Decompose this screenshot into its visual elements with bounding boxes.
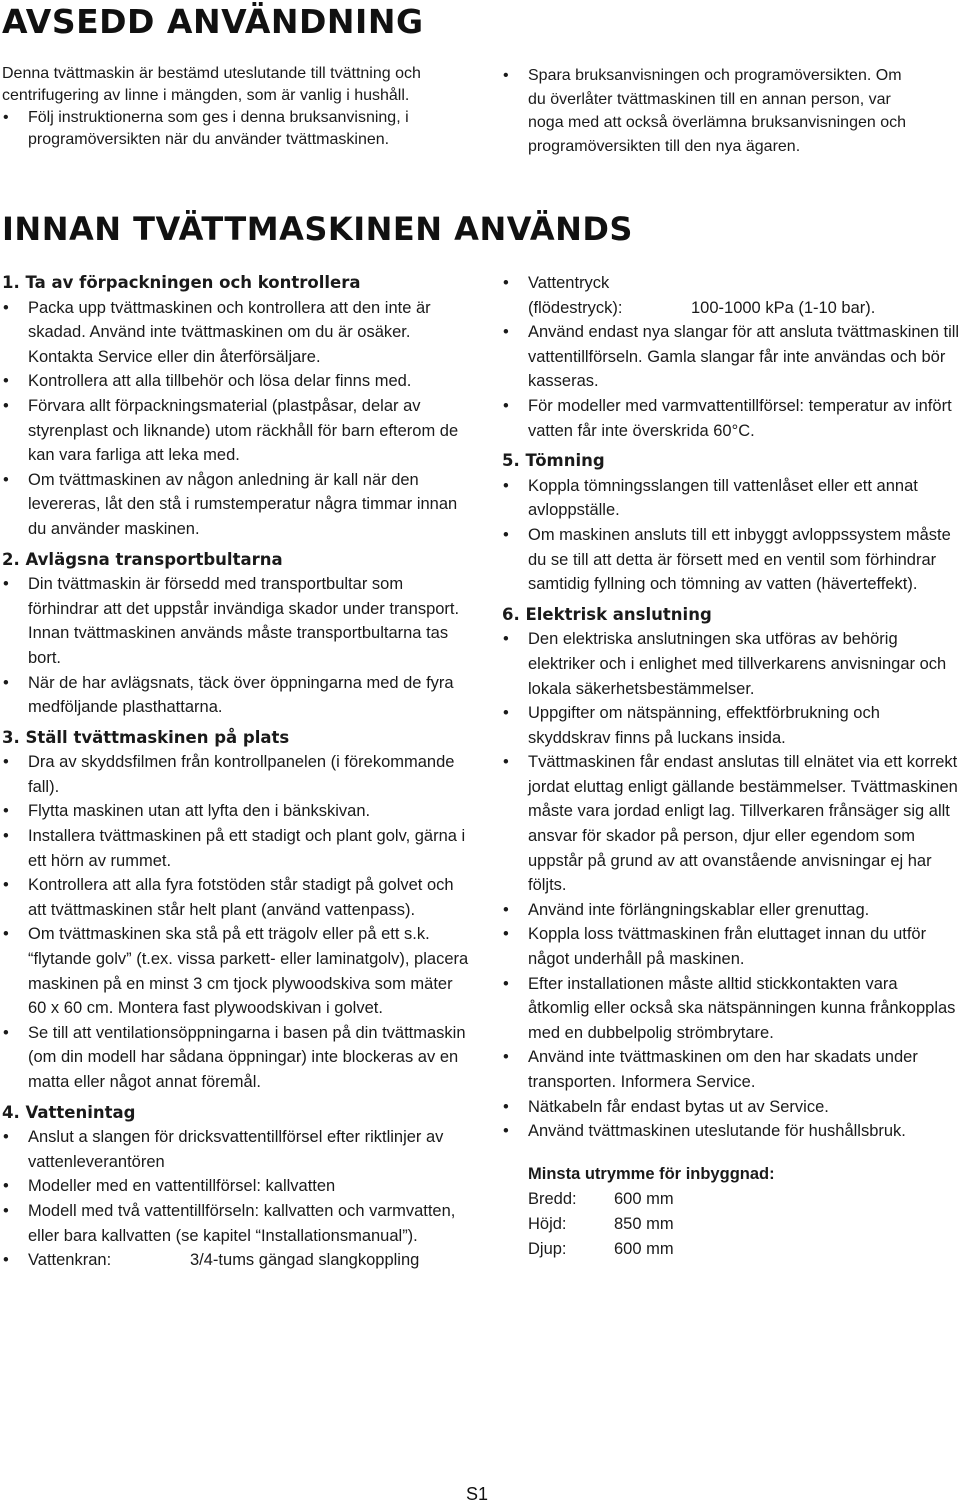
section-3 <box>2 726 472 1095</box>
list-item: • Om tvättmaskinen av någon anledning är kall när den levereras, låt den stå i rumstemperatur några timmar innan du använder maskinen. <box>2 468 472 542</box>
list-item: • Kontrollera att alla fyra fotstöden står stadigt på golvet och att tvättmaskinen står helt plant (använd vattenpass). <box>2 873 472 922</box>
list-item: • Den elektriska anslutningen ska utföras av behörig elektriker och i enlighet med tillverkarens anvisningar och lokala säkerhetsbestämmelser. <box>502 627 960 701</box>
section-list <box>2 572 472 720</box>
section-list <box>2 296 472 542</box>
list-item: • Modell med två vattentillförseln: kallvatten och varmvatten, eller bara kallvatten (se kapitel “Installationsmanual”). <box>2 1199 472 1248</box>
list-item: • Använd inte förlängningskablar eller grenuttag. <box>502 898 960 923</box>
list-item: • Nätkabeln får endast bytas ut av Service. <box>502 1095 960 1120</box>
list-item: • Modeller med en vattentillförsel: kallvatten <box>2 1174 472 1199</box>
section-title: 5. Tömning <box>502 451 605 471</box>
list-item: • Packa upp tvättmaskinen och kontrollera att den inte är skadad. Använd inte tvättmaskinen om du är osäker. Kontakta Service eller din återförsäljare. <box>2 296 472 370</box>
dimension-row <box>528 1212 960 1237</box>
pressure-label: • Vattentryck <box>528 274 610 292</box>
tap-value: 3/4-tums gängad slangkoppling <box>190 1251 420 1270</box>
tap-label: Vattenkran: <box>28 1251 112 1270</box>
list-item: • Om maskinen ansluts till ett inbyggt avloppssystem måste du se till att detta är försett med en ventil som förhindrar samtidig fyllning och tömning av vatten (häverteffekt). <box>502 523 960 597</box>
section-list <box>2 1125 472 1273</box>
top-right-list <box>502 64 922 158</box>
section-2 <box>2 548 472 720</box>
list-item: • Efter installationen måste alltid stickkontakten vara åtkomlig eller också ska nätspänningen kunna frånkopplas med en dubbelpolig strömbrytare. <box>502 972 960 1046</box>
dimension-label: Bredd: <box>528 1189 577 1208</box>
left-column <box>2 271 472 1279</box>
section-title: 1. Ta av förpackningen och kontrollera <box>2 273 361 292</box>
list-item <box>2 1248 472 1273</box>
section-title: 2. Avlägsna transportbultarna <box>2 549 283 569</box>
section-list <box>502 627 960 1143</box>
list-item: • Spara bruksanvisningen och programöversikten. Om du överlåter tvättmaskinen till en annan person, var noga med att också överlämna bruksanvisningen och programöversikten till den nya ägaren. <box>502 64 922 158</box>
dimension-row <box>528 1237 960 1262</box>
list-item: • Flytta maskinen utan att lyfta den i bänkskivan. <box>2 799 472 824</box>
list-item: • Använd endast nya slangar för att ansluta tvättmaskinen till vattentillförseln. Gamla slangar får inte användas och bör kasseras. <box>502 320 960 394</box>
dimensions-title: Minsta utrymme för inbyggnad: <box>528 1164 775 1183</box>
dimension-label: Djup: <box>528 1239 567 1258</box>
right-column <box>502 271 960 1262</box>
list-item: • Förvara allt förpackningsmaterial (plastpåsar, delar av styrenplast och liknande) utom räckhåll för barn efterom de kan vara farliga att leka med. <box>2 394 472 468</box>
dimension-value: 600 mm <box>614 1239 674 1258</box>
section-heading: INNAN TVÄTTMASKINEN ANVÄNDS <box>2 210 633 248</box>
section-list <box>502 474 960 597</box>
list-item: • Uppgifter om nätspänning, effektförbrukning och skyddskrav finns på luckans insida. <box>502 701 960 750</box>
list-item: • För modeller med varmvattentillförsel: temperatur av infört vatten får inte överskrida 60°C. <box>502 394 960 443</box>
list-item: • Installera tvättmaskinen på ett stadigt och plant golv, gärna i ett hörn av rummet. <box>2 824 472 873</box>
dimension-row <box>528 1187 960 1212</box>
list-item: • Din tvättmaskin är försedd med transportbultar som förhindrar att det uppstår invändiga skador under transport. Innan tvättmaskinen används måste transportbultarna tas bort. <box>2 572 472 670</box>
dimension-value: 600 mm <box>614 1189 674 1208</box>
section-title: 4. Vattenintag <box>2 1102 136 1122</box>
pressure-sub: (flödestryck): <box>528 298 623 317</box>
section-6 <box>502 603 960 1144</box>
list-item: • Se till att ventilationsöppningarna i basen på din tvättmaskin (om din modell har sådana öppningar) inte blockeras av en matta eller något annat föremål. <box>2 1021 472 1095</box>
pressure-value: 100-1000 kPa (1-10 bar). <box>691 298 876 317</box>
section-list <box>2 750 472 1094</box>
list-item: • Koppla tömningsslangen till vattenlåset eller ett annat avloppställe. <box>502 474 960 523</box>
list-item: • När de har avlägsnats, täck över öppningarna med de fyra medföljande plasthattarna. <box>2 671 472 720</box>
section-5 <box>502 449 960 597</box>
list-item: • Om tvättmaskinen ska stå på ett trägolv eller på ett s.k. “flytande golv” (t.ex. vissa parkett- eller laminatgolv), placera maskinen på en minst 3 cm tjock plywoodskiva som mäter 60 x 60 cm. Montera fast plywoodskivan i golvet. <box>2 922 472 1020</box>
list-item: • Använd inte tvättmaskinen om den har skadats under transporten. Informera Service. <box>502 1045 960 1094</box>
page-heading: AVSEDD ANVÄNDNING <box>2 2 424 41</box>
list-item: • Kontrollera att alla tillbehör och lösa delar finns med. <box>2 369 472 394</box>
list-item: • Dra av skyddsfilmen från kontrollpanelen (i förekommande fall). <box>2 750 472 799</box>
section-title: 6. Elektrisk anslutning <box>502 604 712 624</box>
list-item: • Tvättmaskinen får endast anslutas till elnätet via ett korrekt jordat eluttag enligt gällande bestämmelser. Tvättmaskinen måste vara jordad enligt lag. Tillverkaren frånsäger sig allt ansvar för skador på person, djur eller egendom som uppstår på grund av att ovanstående anvisningar ej har följts. <box>502 750 960 898</box>
list-item: • Anslut a slangen för dricksvattentillförsel efter riktlinjer av vattenleverantören <box>2 1125 472 1174</box>
intro-text: Denna tvättmaskin är bestämd uteslutande till tvättning och centrifugering av linne i mängden, som är vanlig i hushåll. <box>2 65 421 104</box>
intro-list <box>2 107 462 151</box>
dimension-value: 850 mm <box>614 1214 674 1233</box>
top-right-block <box>502 64 922 158</box>
section-title: 3. Ställ tvättmaskinen på plats <box>2 727 290 747</box>
list-item <box>502 271 960 320</box>
dimension-label: Höjd: <box>528 1214 567 1233</box>
dimensions-block <box>502 1162 960 1262</box>
intro-block <box>2 63 462 151</box>
page-number: S1 <box>466 1484 489 1504</box>
section-water-pressure <box>502 271 960 443</box>
section-1 <box>2 271 472 542</box>
list-item: • Följ instruktionerna som ges i denna bruksanvisning, i programöversikten när du använder tvättmaskinen. <box>2 107 462 151</box>
section-4 <box>2 1101 472 1273</box>
list-item: • Koppla loss tvättmaskinen från eluttaget innan du utför något underhåll på maskinen. <box>502 922 960 971</box>
list-item: • Använd tvättmaskinen uteslutande för hushållsbruk. <box>502 1119 960 1144</box>
section-list <box>502 271 960 443</box>
